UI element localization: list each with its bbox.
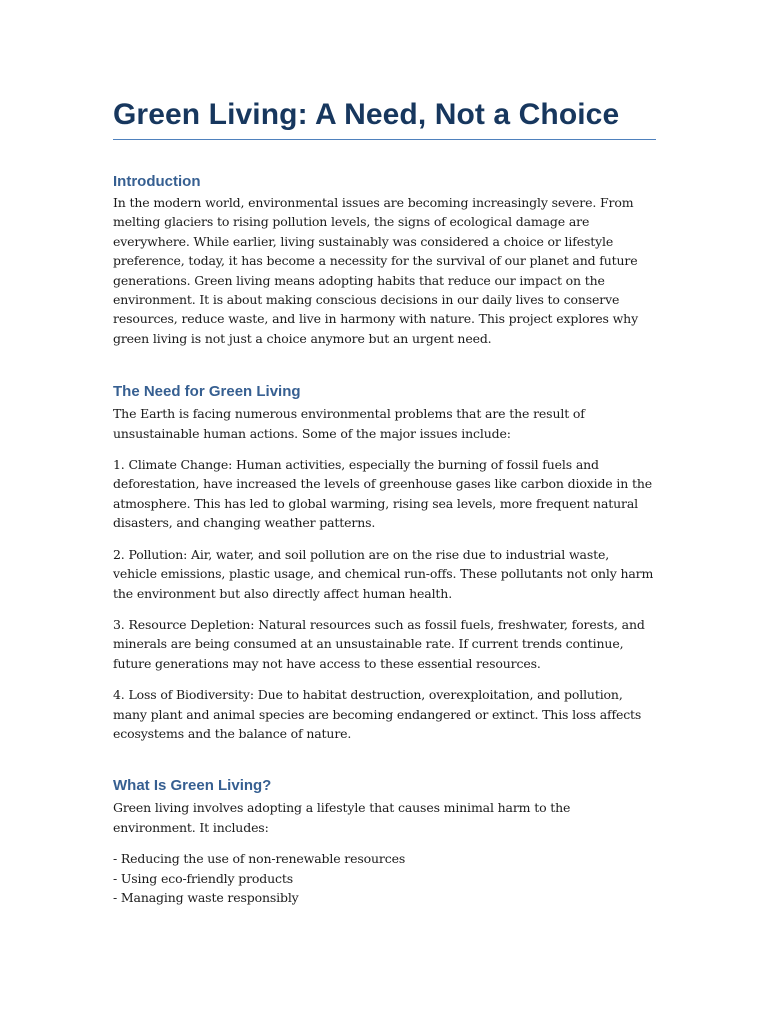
- section-heading-what: What Is Green Living?: [113, 777, 272, 795]
- section-heading-need: The Need for Green Living: [113, 383, 301, 401]
- need-intro-paragraph: The Earth is facing numerous environmental problems that are the result of unsustainable human actions. Some of the major issues include:: [113, 406, 585, 441]
- what-intro-paragraph: Green living involves adopting a lifestyle that causes minimal harm to the environment. It includes:: [113, 800, 571, 835]
- document-title: Green Living: A Need, Not a Choice: [113, 96, 656, 140]
- green-living-list: [113, 849, 656, 907]
- issue-climate-change: 1. Climate Change: Human activities, especially the burning of fossil fuels and deforestation, have increased the levels of greenhouse gases like carbon dioxide in the atmosphere. This has led to global warming, rising sea levels, more frequent natural disasters, and changing weather patterns.: [113, 457, 652, 531]
- issue-pollution: 2. Pollution: Air, water, and soil pollution are on the rise due to industrial waste, vehicle emissions, plastic usage, and chemical run-offs. These pollutants not only harm the environment but also directly affect human health.: [113, 546, 654, 601]
- list-item: - Using eco-friendly products: [113, 870, 294, 886]
- issue-biodiversity-loss: 4. Loss of Biodiversity: Due to habitat destruction, overexploitation, and pollution, many plant and animal species are becoming endangered or extinct. This loss affects ecosystems and the balance of nature.: [113, 687, 642, 741]
- list-item: - Reducing the use of non-renewable resources: [113, 851, 406, 867]
- list-item: - Managing waste responsibly: [113, 889, 299, 905]
- issue-resource-depletion: 3. Resource Depletion: Natural resources such as fossil fuels, freshwater, forests, and minerals are being consumed at an unsustainable rate. If current trends continue, future generations may not have access to these essential resources.: [113, 616, 645, 671]
- introduction-paragraph: In the modern world, environmental issues are becoming increasingly severe. From melting glaciers to rising pollution levels, the signs of ecological damage are everywhere. While earlier, living sustainably was considered a choice or lifestyle preference, today, it has become a necessity for the survival of our planet and future generations. Green living means adopting habits that reduce our impact on the environment. It is about making conscious decisions in our daily lives to conserve resources, reduce waste, and live in harmony with nature. This project explores why green living is not just a choice anymore but an urgent need.: [113, 195, 638, 346]
- document-page: [113, 96, 656, 907]
- section-heading-introduction: Introduction: [113, 173, 201, 190]
